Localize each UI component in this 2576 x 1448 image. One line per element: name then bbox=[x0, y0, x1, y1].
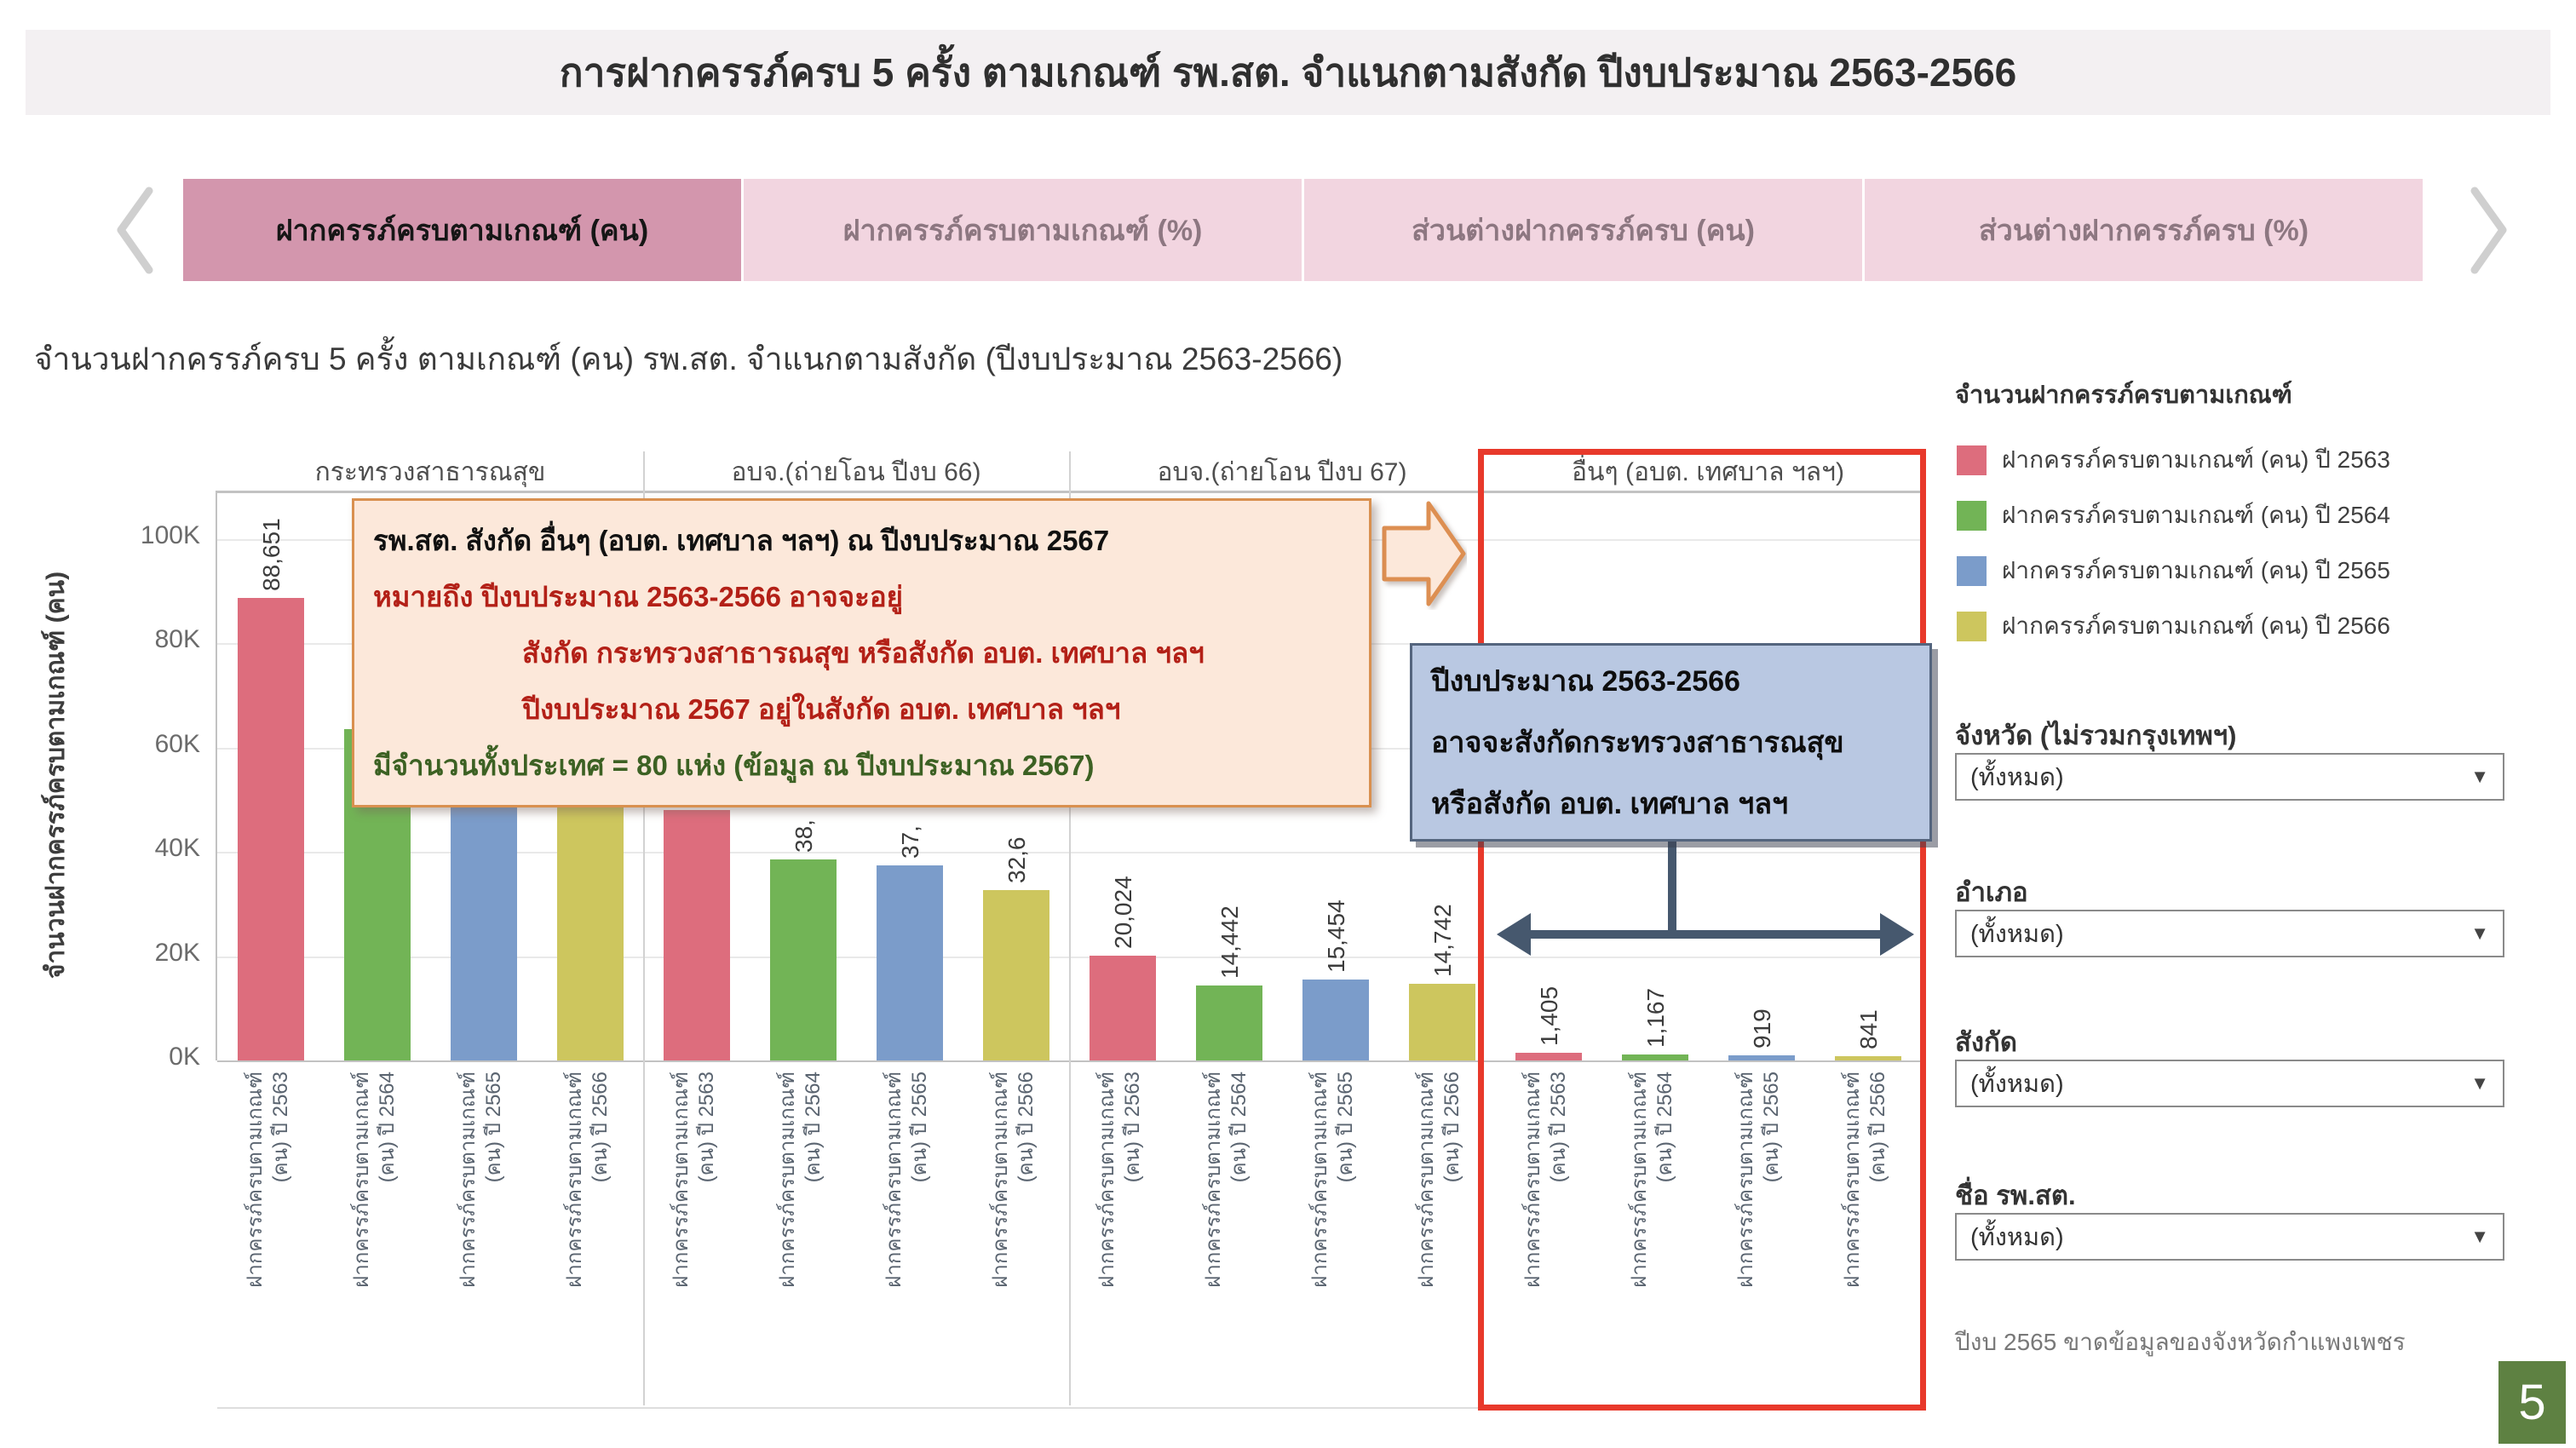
bar-mark[interactable] bbox=[1302, 980, 1369, 1060]
bar-mark[interactable] bbox=[877, 865, 943, 1060]
x-axis-category-label: ฝากครรภ์ครบตามเกณฑ์ (คน) ปี 2563 bbox=[1095, 1072, 1144, 1288]
filter-selected-value: (ทั้งหมด) bbox=[1970, 764, 2064, 791]
x-axis-category-label: ฝากครรภ์ครบตามเกณฑ์ (คน) ปี 2564 bbox=[775, 1072, 825, 1288]
bar-value-label: 1,167 bbox=[1642, 987, 1669, 1048]
legend-item[interactable] bbox=[1957, 611, 2390, 641]
legend-item[interactable] bbox=[1957, 500, 2390, 531]
y-axis-title: จำนวนฝากครรภ์ครบตามเกณฑ์ (คน) bbox=[42, 571, 70, 980]
bar-value-label: 14,442 bbox=[1216, 905, 1243, 979]
bar-value-label: 38, bbox=[790, 819, 817, 853]
x-axis-category-label: ฝากครรภ์ครบตามเกณฑ์ (คน) ปี 2566 bbox=[988, 1072, 1038, 1288]
x-axis-category-label: ฝากครรภ์ครบตามเกณฑ์ (คน) ปี 2564 bbox=[1627, 1072, 1676, 1288]
filter-label: จังหวัด (ไม่รวมกรุงเทพฯ) bbox=[1955, 721, 2237, 750]
bar-mark[interactable] bbox=[770, 859, 837, 1060]
page-number: 5 bbox=[2518, 1375, 2546, 1430]
orange-annotation-line: มีจำนวนทั้งประเทศ = 80 แห่ง (ข้อมูล ณ ปีงบประมาณ 2567) bbox=[373, 750, 1095, 781]
panel-header-3: อบจ.(ถ่ายโอน ปีงบ 67) bbox=[1157, 457, 1407, 486]
orange-annotation-line: หมายถึง ปีงบประมาณ 2563-2566 อาจจะอยู่ bbox=[373, 581, 903, 612]
bar-value-label: 919 bbox=[1748, 1008, 1775, 1049]
bar-mark[interactable] bbox=[1409, 984, 1475, 1060]
filter-label: อำเภอ bbox=[1955, 877, 2028, 907]
bar-mark[interactable] bbox=[238, 598, 304, 1060]
filter-dropdown[interactable] bbox=[1955, 1213, 2504, 1261]
x-axis-category-label: ฝากครรภ์ครบตามเกณฑ์ (คน) ปี 2566 bbox=[1414, 1072, 1463, 1288]
tab-diff-count[interactable]: ส่วนต่างฝากครรภ์ครบ (คน) bbox=[1304, 179, 1862, 281]
filter-selected-value: (ทั้งหมด) bbox=[1970, 921, 2064, 948]
panel-header-2: อบจ.(ถ่ายโอน ปีงบ 66) bbox=[731, 457, 981, 486]
filter-selected-value: (ทั้งหมด) bbox=[1970, 1071, 2064, 1098]
x-axis-category-label: ฝากครรภ์ครบตามเกณฑ์ (คน) ปี 2563 bbox=[243, 1072, 292, 1288]
block-arrow-right-icon bbox=[1382, 501, 1467, 610]
tab-antenatal-count[interactable]: ฝากครรภ์ครบตามเกณฑ์ (คน) bbox=[183, 179, 741, 281]
chevron-left-icon[interactable] bbox=[111, 186, 162, 275]
y-axis-tick-label: 100K bbox=[140, 521, 200, 549]
title-band bbox=[26, 30, 2550, 115]
orange-annotation-line: รพ.สต. สังกัด อื่นๆ (อบต. เทศบาล ฯลฯ) ณ ปีงบประมาณ 2567 bbox=[373, 525, 1110, 556]
x-axis-category-label: ฝากครรภ์ครบตามเกณฑ์ (คน) ปี 2565 bbox=[456, 1072, 505, 1288]
filter-dropdown[interactable] bbox=[1955, 753, 2504, 801]
filter-label: สังกัด bbox=[1955, 1027, 2017, 1057]
dropdown-caret-icon: ▼ bbox=[2470, 922, 2489, 944]
legend-item[interactable] bbox=[1957, 555, 2390, 586]
panel-header-4: อื่นๆ (อบต. เทศบาล ฯลฯ) bbox=[1572, 457, 1844, 486]
dropdown-caret-icon: ▼ bbox=[2470, 766, 2489, 787]
x-axis-category-label: ฝากครรภ์ครบตามเกณฑ์ (คน) ปี 2563 bbox=[1521, 1072, 1570, 1288]
filter-dropdown[interactable] bbox=[1955, 1060, 2504, 1107]
legend-label: ฝากครรภ์ครบตามเกณฑ์ (คน) ปี 2566 bbox=[2002, 612, 2390, 639]
bar-value-label: 1,405 bbox=[1535, 985, 1562, 1046]
bar-mark[interactable] bbox=[664, 810, 730, 1060]
dropdown-caret-icon: ▼ bbox=[2470, 1226, 2489, 1247]
x-axis-category-label: ฝากครรภ์ครบตามเกณฑ์ (คน) ปี 2563 bbox=[669, 1072, 718, 1288]
legend-swatch-icon bbox=[1957, 556, 1987, 586]
y-axis-line bbox=[216, 491, 217, 1060]
legend-item[interactable] bbox=[1957, 445, 2390, 475]
y-axis-tick-label: 0K bbox=[169, 1043, 200, 1071]
orange-annotation-line: สังกัด กระทรวงสาธารณสุข หรือสังกัด อบต. เทศบาล ฯลฯ bbox=[522, 637, 1205, 669]
filter-dropdown[interactable] bbox=[1955, 910, 2504, 957]
tab-diff-percent[interactable]: ส่วนต่างฝากครรภ์ครบ (%) bbox=[1865, 179, 2423, 281]
x-axis-category-label: ฝากครรภ์ครบตามเกณฑ์ (คน) ปี 2564 bbox=[1201, 1072, 1251, 1288]
tab-antenatal-percent[interactable]: ฝากครรภ์ครบตามเกณฑ์ (%) bbox=[744, 179, 1302, 281]
bar-value-label: 14,742 bbox=[1429, 904, 1456, 977]
page-title: การฝากครรภ์ครบ 5 ครั้ง ตามเกณฑ์ รพ.สต. จำแนกตามสังกัด ปีงบประมาณ 2563-2566 bbox=[559, 49, 2017, 95]
blue-annotation-line: อาจจะสังกัดกระทรวงสาธารณสุข bbox=[1431, 727, 1844, 759]
x-axis-category-label: ฝากครรภ์ครบตามเกณฑ์ (คน) ปี 2565 bbox=[1308, 1072, 1357, 1288]
bar-value-label: 15,454 bbox=[1322, 899, 1349, 973]
highlight-rectangle bbox=[1478, 449, 1926, 1411]
footnote: ปีงบ 2565 ขาดข้อมูลของจังหวัดกำแพงเพชร bbox=[1955, 1329, 2406, 1355]
legend-swatch-icon bbox=[1957, 612, 1987, 641]
legend-title: จำนวนฝากครรภ์ครบตามเกณฑ์ bbox=[1955, 382, 2292, 409]
page-number-badge bbox=[2498, 1361, 2566, 1444]
bar-value-label: 841 bbox=[1854, 1009, 1882, 1049]
filter-label: ชื่อ รพ.สต. bbox=[1955, 1181, 2076, 1210]
bar-mark[interactable] bbox=[557, 773, 624, 1060]
orange-annotation bbox=[352, 498, 1371, 807]
orange-annotation-line: ปีงบประมาณ 2567 อยู่ในสังกัด อบต. เทศบาล ฯลฯ bbox=[522, 693, 1121, 725]
blue-annotation bbox=[1410, 643, 1932, 842]
bar-value-label: 32,6 bbox=[1003, 836, 1030, 883]
bar-mark[interactable] bbox=[1196, 985, 1262, 1060]
y-axis-tick-label: 60K bbox=[154, 730, 200, 758]
y-axis-tick-label: 40K bbox=[154, 834, 200, 862]
chart-title: จำนวนฝากครรภ์ครบ 5 ครั้ง ตามเกณฑ์ (คน) รพ.สต. จำแนกตามสังกัด (ปีงบประมาณ 2563-2566) bbox=[34, 342, 1343, 376]
legend-label: ฝากครรภ์ครบตามเกณฑ์ (คน) ปี 2564 bbox=[2002, 502, 2390, 528]
bar-value-label: 37, bbox=[896, 825, 923, 859]
legend-swatch-icon bbox=[1957, 501, 1987, 531]
x-axis-category-label: ฝากครรภ์ครบตามเกณฑ์ (คน) ปี 2565 bbox=[882, 1072, 931, 1288]
panel-header-1: กระทรวงสาธารณสุข bbox=[314, 457, 546, 486]
x-axis-category-label: ฝากครรภ์ครบตามเกณฑ์ (คน) ปี 2564 bbox=[349, 1072, 399, 1288]
filter-selected-value: (ทั้งหมด) bbox=[1970, 1224, 2064, 1251]
legend-swatch-icon bbox=[1957, 445, 1987, 475]
x-axis-category-label: ฝากครรภ์ครบตามเกณฑ์ (คน) ปี 2566 bbox=[562, 1072, 612, 1288]
blue-annotation-line: ปีงบประมาณ 2563-2566 bbox=[1431, 665, 1740, 698]
blue-annotation-line: หรือสังกัด อบต. เทศบาล ฯลฯ bbox=[1431, 788, 1789, 820]
legend-label: ฝากครรภ์ครบตามเกณฑ์ (คน) ปี 2563 bbox=[2002, 446, 2390, 473]
dropdown-caret-icon: ▼ bbox=[2470, 1072, 2489, 1094]
legend-label: ฝากครรภ์ครบตามเกณฑ์ (คน) ปี 2565 bbox=[2002, 557, 2390, 583]
bar-value-label: 20,024 bbox=[1109, 876, 1136, 949]
y-axis-tick-label: 20K bbox=[154, 939, 200, 967]
y-axis-tick-label: 80K bbox=[154, 625, 200, 653]
x-axis-category-label: ฝากครรภ์ครบตามเกณฑ์ (คน) ปี 2566 bbox=[1840, 1072, 1889, 1288]
bar-mark[interactable] bbox=[983, 890, 1049, 1060]
bar-value-label: 88,651 bbox=[257, 518, 285, 591]
bar-mark[interactable] bbox=[1090, 956, 1156, 1060]
chevron-right-icon[interactable] bbox=[2462, 186, 2513, 275]
x-axis-category-label: ฝากครรภ์ครบตามเกณฑ์ (คน) ปี 2565 bbox=[1734, 1072, 1783, 1288]
